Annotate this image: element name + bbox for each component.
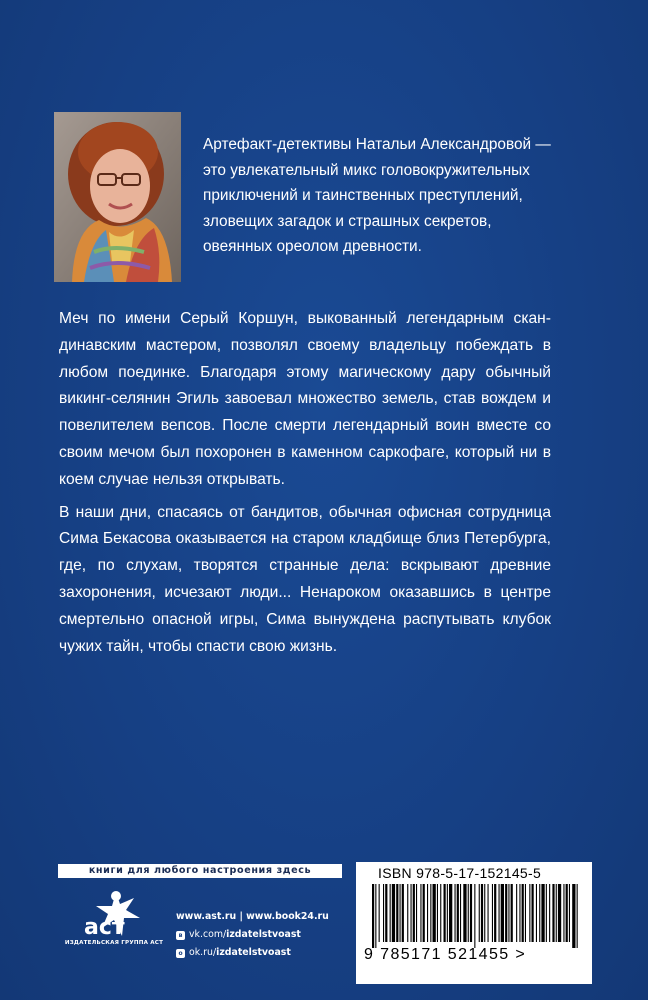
barcode-bar [447,884,448,942]
barcode-bar [566,884,568,942]
barcode-bar [449,884,452,942]
ok-link[interactable] [176,944,329,962]
barcode-bar [379,884,380,942]
ok-prefix: ok.ru/ [189,947,217,958]
barcode-bar [536,884,537,942]
isbn-number: ISBN 978-5-17-152145-5 [378,865,542,881]
barcode-bar [385,884,387,942]
barcode-bar [569,884,570,942]
barcode-bar [525,884,526,942]
barcode-bar [463,884,466,942]
barcode-bar [501,884,504,942]
vk-link[interactable] [176,926,329,944]
site-links[interactable] [176,908,329,926]
barcode-bar [572,884,575,948]
barcode-bar [402,884,404,942]
site-links-text: www.ast.ru | www.book24.ru [176,911,329,922]
vk-prefix: vk.com/ [189,929,227,940]
intro-line: это увлекательный микс головокружительных [203,161,530,179]
annotation-text [59,306,551,660]
vk-handle: izdatelstvoast [226,929,301,940]
barcode-bar [457,884,459,942]
barcode-bar [455,884,456,942]
barcode-bar [400,884,401,942]
barcode-bar [552,884,554,942]
barcode-bar [516,884,517,942]
barcode-bar [392,884,395,942]
logo-caption: ИЗДАТЕЛЬСКАЯ ГРУППА АСТ [64,940,164,946]
barcode-bar [505,884,507,942]
annotation-paragraph: Меч по имени Серый Коршун, выкованный легендарным скандинавским мастером, позволял своему владельцу побеждать в любом поединке. Благодаря этому магическому дару обычный викинг-селянин Эгиль завоевал множество земель, став вождем и повелителем вепсов. После смерти легендарный воин вместе со своим мечом был похоронен в каменном саркофаге, который ни в коем случае нельзя открывать. [59,310,551,488]
intro-line: зловещих загадок и страшных секретов, [203,212,492,230]
barcode-bar [433,884,436,942]
barcode-bar [556,884,557,942]
barcode-bar [437,884,438,942]
barcode-bar [396,884,398,942]
barcode-bar [427,884,428,942]
barcode-bar [488,884,489,942]
barcode-bar [474,884,475,948]
barcode-bar [508,884,509,942]
author-photo [54,112,181,282]
publisher-tagline: книги для любого настроения здесь [58,864,342,878]
intro-line: овеянных ореолом древности. [203,238,422,255]
barcode-bar [413,884,415,942]
barcode-bar [481,884,483,942]
barcode-bar [390,884,391,942]
barcode-bar [430,884,431,942]
intro-line: приключений и таинственных преступлений, [203,187,523,204]
barcode-bar [541,884,544,942]
barcode-bar [549,884,550,942]
barcode-bar [411,884,412,942]
barcode-bar [484,884,485,942]
barcode-bar [499,884,500,942]
barcode-bar [494,884,496,942]
barcode-bar [577,884,578,948]
barcode-bar [470,884,472,942]
ok-handle: izdatelstvoast [216,947,291,958]
barcode-bar [416,884,417,942]
barcode-bars [372,884,578,948]
barcode-bar [423,884,425,942]
barcode-bar [372,884,374,948]
barcode-bar [468,884,469,942]
isbn-barcode [356,862,592,984]
barcode-bar [539,884,540,942]
barcode-bar [420,884,421,942]
barcode-digits: 9 785171 521455 > [364,946,527,963]
barcode-bar [492,884,493,942]
author-intro [203,132,603,260]
barcode-bar [383,884,384,942]
barcode-bar [546,884,547,942]
barcode-bar [558,884,561,942]
barcode-bar [440,884,441,942]
barcode-bar [444,884,446,942]
barcode-bar [522,884,524,942]
barcode-bar [529,884,530,942]
barcode-bar [479,884,480,942]
barcode-bar [511,884,513,942]
barcode-bar [407,884,408,942]
barcode-bar [532,884,534,942]
barcode-bar [375,884,376,948]
annotation-paragraph: В наши дни, спасаясь от бандитов, обычная офисная сотрудница Сима Бекасова оказывается на старом кладбище близ Петербурга, где, по слухам, творятся странные дела: вскрывают древние захоронения, исчезают люди... Ненароком оказавшись в центре смертельно опасной игры, Сима вынуждена распутывать клубок чужих тайн, чтобы спасти свою жизнь. [59,503,551,655]
ok-icon: о [176,949,185,958]
vk-icon: в [176,931,185,940]
logo-wordmark: аст [84,915,125,940]
barcode-bar [519,884,520,942]
intro-line: Артефакт-детективы Натальи Александровой — [203,136,551,153]
publisher-links [176,908,329,962]
barcode-bar [563,884,564,942]
barcode-bar [460,884,461,942]
